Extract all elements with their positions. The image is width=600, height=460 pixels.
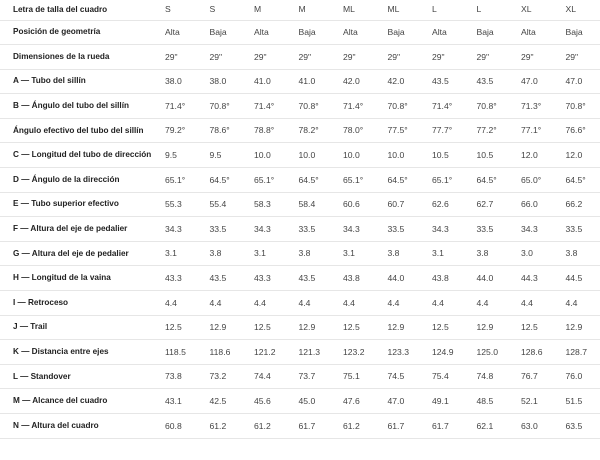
table-cell: 43.5 — [422, 69, 467, 94]
table-cell: 44.0 — [378, 266, 423, 291]
table-cell: 77.1° — [511, 118, 556, 143]
table-cell: 61.7 — [422, 414, 467, 439]
table-cell: 42.0 — [333, 69, 378, 94]
table-cell: 47.0 — [556, 69, 600, 94]
table-cell: 33.5 — [289, 217, 334, 242]
table-cell: 44.5 — [556, 266, 600, 291]
table-cell: 10.0 — [289, 143, 334, 168]
table-cell: 4.4 — [289, 291, 334, 316]
table-cell: 121.3 — [289, 340, 334, 365]
table-row — [0, 389, 600, 414]
table-cell: 58.4 — [289, 192, 334, 217]
table-cell: 12.5 — [155, 315, 200, 340]
table-cell: 121.2 — [244, 340, 289, 365]
row-label: F — Altura del eje de pedalier — [0, 217, 155, 242]
table-row — [0, 118, 600, 143]
table-cell: L — [467, 0, 512, 20]
table-cell: Alta — [244, 20, 289, 45]
table-cell: 64.5° — [556, 168, 600, 193]
table-cell: 65.1° — [422, 168, 467, 193]
row-label: I — Retroceso — [0, 291, 155, 316]
table-cell: 12.5 — [511, 315, 556, 340]
table-cell: 12.5 — [244, 315, 289, 340]
table-cell: 3.0 — [511, 241, 556, 266]
table-cell: 12.0 — [556, 143, 600, 168]
table-cell: 29" — [200, 45, 245, 70]
row-label: C — Longitud del tubo de dirección — [0, 143, 155, 168]
table-cell: Baja — [378, 20, 423, 45]
table-cell: 33.5 — [467, 217, 512, 242]
table-row — [0, 414, 600, 439]
row-label: L — Standover — [0, 364, 155, 389]
table-cell: 42.0 — [378, 69, 423, 94]
table-cell: 61.2 — [244, 414, 289, 439]
table-row — [0, 168, 600, 193]
table-cell: 61.7 — [378, 414, 423, 439]
table-row — [0, 315, 600, 340]
table-cell: 77.5° — [378, 118, 423, 143]
table-cell: 76.6° — [556, 118, 600, 143]
table-cell: 70.8° — [378, 94, 423, 119]
table-cell: 34.3 — [422, 217, 467, 242]
table-cell: 51.5 — [556, 389, 600, 414]
table-cell: 61.2 — [333, 414, 378, 439]
table-cell: 73.2 — [200, 364, 245, 389]
table-cell: 41.0 — [289, 69, 334, 94]
table-cell: 10.0 — [244, 143, 289, 168]
table-cell: XL — [511, 0, 556, 20]
table-cell: 29" — [244, 45, 289, 70]
table-cell: 29" — [378, 45, 423, 70]
table-cell: 62.1 — [467, 414, 512, 439]
table-cell: 10.5 — [467, 143, 512, 168]
table-cell: M — [244, 0, 289, 20]
table-cell: Alta — [333, 20, 378, 45]
row-label: N — Altura del cuadro — [0, 414, 155, 439]
table-cell: 4.4 — [244, 291, 289, 316]
table-cell: 78.8° — [244, 118, 289, 143]
table-cell: 9.5 — [155, 143, 200, 168]
table-cell: 4.4 — [333, 291, 378, 316]
table-cell: 43.3 — [244, 266, 289, 291]
table-cell: 43.5 — [289, 266, 334, 291]
table-cell: 3.8 — [200, 241, 245, 266]
table-cell: 52.1 — [511, 389, 556, 414]
table-row — [0, 266, 600, 291]
table-row — [0, 0, 600, 20]
table-cell: 118.5 — [155, 340, 200, 365]
table-cell: 34.3 — [333, 217, 378, 242]
table-cell: 4.4 — [422, 291, 467, 316]
table-cell: 3.1 — [155, 241, 200, 266]
table-cell: 63.0 — [511, 414, 556, 439]
table-cell: 47.0 — [378, 389, 423, 414]
table-cell: Baja — [200, 20, 245, 45]
row-label: A — Tubo del sillín — [0, 69, 155, 94]
row-label: B — Ángulo del tubo del sillín — [0, 94, 155, 119]
table-cell: 3.8 — [556, 241, 600, 266]
table-cell: 43.5 — [200, 266, 245, 291]
table-cell: 70.8° — [289, 94, 334, 119]
table-cell: 74.5 — [378, 364, 423, 389]
table-cell: 66.2 — [556, 192, 600, 217]
table-cell: 58.3 — [244, 192, 289, 217]
table-row — [0, 340, 600, 365]
table-cell: 4.4 — [467, 291, 512, 316]
table-cell: 75.1 — [333, 364, 378, 389]
table-cell: 34.3 — [155, 217, 200, 242]
table-cell: 29" — [511, 45, 556, 70]
table-cell: 12.9 — [200, 315, 245, 340]
table-cell: 124.9 — [422, 340, 467, 365]
table-cell: 48.5 — [467, 389, 512, 414]
table-cell: 77.2° — [467, 118, 512, 143]
row-label: G — Altura del eje de pedalier — [0, 241, 155, 266]
table-cell: L — [422, 0, 467, 20]
row-label: Posición de geometría — [0, 20, 155, 45]
table-cell: 33.5 — [378, 217, 423, 242]
table-row — [0, 45, 600, 70]
table-cell: Alta — [155, 20, 200, 45]
table-cell: 123.3 — [378, 340, 423, 365]
table-cell: 61.7 — [289, 414, 334, 439]
row-label: Dimensiones de la rueda — [0, 45, 155, 70]
table-cell: 3.8 — [378, 241, 423, 266]
table-cell: 55.3 — [155, 192, 200, 217]
table-cell: Alta — [422, 20, 467, 45]
table-cell: 123.2 — [333, 340, 378, 365]
table-cell: 45.0 — [289, 389, 334, 414]
table-cell: 4.4 — [556, 291, 600, 316]
table-cell: 44.3 — [511, 266, 556, 291]
table-cell: XL — [556, 0, 600, 20]
table-cell: 3.8 — [289, 241, 334, 266]
table-cell: 79.2° — [155, 118, 200, 143]
table-cell: 47.6 — [333, 389, 378, 414]
table-cell: 128.6 — [511, 340, 556, 365]
table-cell: ML — [378, 0, 423, 20]
table-cell: 63.5 — [556, 414, 600, 439]
table-cell: 12.9 — [378, 315, 423, 340]
table-row — [0, 192, 600, 217]
table-cell: 29" — [333, 45, 378, 70]
table-cell: 62.7 — [467, 192, 512, 217]
table-cell: Baja — [467, 20, 512, 45]
table-row — [0, 217, 600, 242]
table-cell: 42.5 — [200, 389, 245, 414]
table-cell: 3.1 — [333, 241, 378, 266]
table-cell: 10.0 — [333, 143, 378, 168]
table-cell: 45.6 — [244, 389, 289, 414]
row-label: D — Ángulo de la dirección — [0, 168, 155, 193]
table-cell: 29" — [467, 45, 512, 70]
table-cell: 12.9 — [289, 315, 334, 340]
table-cell: 33.5 — [556, 217, 600, 242]
table-cell: 70.8° — [467, 94, 512, 119]
table-cell: 10.5 — [422, 143, 467, 168]
table-cell: 65.1° — [155, 168, 200, 193]
table-cell: 60.8 — [155, 414, 200, 439]
table-cell: 12.9 — [556, 315, 600, 340]
table-cell: 4.4 — [511, 291, 556, 316]
table-cell: 43.8 — [422, 266, 467, 291]
table-cell: 64.5° — [200, 168, 245, 193]
table-cell: 62.6 — [422, 192, 467, 217]
table-cell: 76.7 — [511, 364, 556, 389]
table-cell: 61.2 — [200, 414, 245, 439]
table-cell: 78.0° — [333, 118, 378, 143]
table-cell: 43.8 — [333, 266, 378, 291]
table-cell: 60.6 — [333, 192, 378, 217]
table-row — [0, 364, 600, 389]
table-cell: 76.0 — [556, 364, 600, 389]
table-cell: 71.4° — [333, 94, 378, 119]
table-cell: 65.1° — [333, 168, 378, 193]
row-label: J — Trail — [0, 315, 155, 340]
table-cell: Baja — [556, 20, 600, 45]
table-cell: 77.7° — [422, 118, 467, 143]
table-cell: 41.0 — [244, 69, 289, 94]
table-cell: 65.0° — [511, 168, 556, 193]
table-row — [0, 69, 600, 94]
table-cell: 70.8° — [200, 94, 245, 119]
row-label: M — Alcance del cuadro — [0, 389, 155, 414]
table-cell: 3.1 — [422, 241, 467, 266]
table-cell: 34.3 — [244, 217, 289, 242]
table-cell: 73.7 — [289, 364, 334, 389]
table-cell: 71.4° — [155, 94, 200, 119]
table-cell: 47.0 — [511, 69, 556, 94]
table-cell: Alta — [511, 20, 556, 45]
table-cell: 12.5 — [422, 315, 467, 340]
table-cell: 3.8 — [467, 241, 512, 266]
table-cell: ML — [333, 0, 378, 20]
table-cell: 29" — [422, 45, 467, 70]
table-cell: 12.0 — [511, 143, 556, 168]
table-cell: 71.3° — [511, 94, 556, 119]
table-cell: 43.3 — [155, 266, 200, 291]
table-cell: 125.0 — [467, 340, 512, 365]
table-cell: 38.0 — [155, 69, 200, 94]
table-cell: 4.4 — [155, 291, 200, 316]
table-row — [0, 94, 600, 119]
table-cell: Baja — [289, 20, 334, 45]
row-label: Letra de talla del cuadro — [0, 0, 155, 20]
table-cell: S — [200, 0, 245, 20]
table-cell: 10.0 — [378, 143, 423, 168]
table-cell: 78.2° — [289, 118, 334, 143]
table-cell: 34.3 — [511, 217, 556, 242]
row-label: K — Distancia entre ejes — [0, 340, 155, 365]
table-cell: 38.0 — [200, 69, 245, 94]
table-cell: 49.1 — [422, 389, 467, 414]
table-row — [0, 20, 600, 45]
table-row — [0, 291, 600, 316]
table-cell: 64.5° — [289, 168, 334, 193]
table-row — [0, 143, 600, 168]
table-cell: 64.5° — [467, 168, 512, 193]
table-cell: S — [155, 0, 200, 20]
table-cell: 29" — [155, 45, 200, 70]
table-cell: 29" — [556, 45, 600, 70]
table-cell: 74.8 — [467, 364, 512, 389]
table-cell: 33.5 — [200, 217, 245, 242]
row-label: E — Tubo superior efectivo — [0, 192, 155, 217]
table-cell: 12.9 — [467, 315, 512, 340]
table-cell: 44.0 — [467, 266, 512, 291]
table-cell: 118.6 — [200, 340, 245, 365]
table-cell: 3.1 — [244, 241, 289, 266]
table-cell: 128.7 — [556, 340, 600, 365]
table-cell: 55.4 — [200, 192, 245, 217]
row-label: Ángulo efectivo del tubo del sillín — [0, 118, 155, 143]
table-cell: 70.8° — [556, 94, 600, 119]
table-cell: 71.4° — [422, 94, 467, 119]
table-cell: 4.4 — [378, 291, 423, 316]
table-cell: 66.0 — [511, 192, 556, 217]
table-cell: M — [289, 0, 334, 20]
table-cell: 60.7 — [378, 192, 423, 217]
table-cell: 74.4 — [244, 364, 289, 389]
table-cell: 43.1 — [155, 389, 200, 414]
table-cell: 43.5 — [467, 69, 512, 94]
table-cell: 75.4 — [422, 364, 467, 389]
table-cell: 4.4 — [200, 291, 245, 316]
table-cell: 9.5 — [200, 143, 245, 168]
table-cell: 78.6° — [200, 118, 245, 143]
table-cell: 65.1° — [244, 168, 289, 193]
table-cell: 29" — [289, 45, 334, 70]
row-label: H — Longitud de la vaina — [0, 266, 155, 291]
table-cell: 71.4° — [244, 94, 289, 119]
table-cell: 64.5° — [378, 168, 423, 193]
table-cell: 12.5 — [333, 315, 378, 340]
table-cell: 73.8 — [155, 364, 200, 389]
table-row — [0, 241, 600, 266]
